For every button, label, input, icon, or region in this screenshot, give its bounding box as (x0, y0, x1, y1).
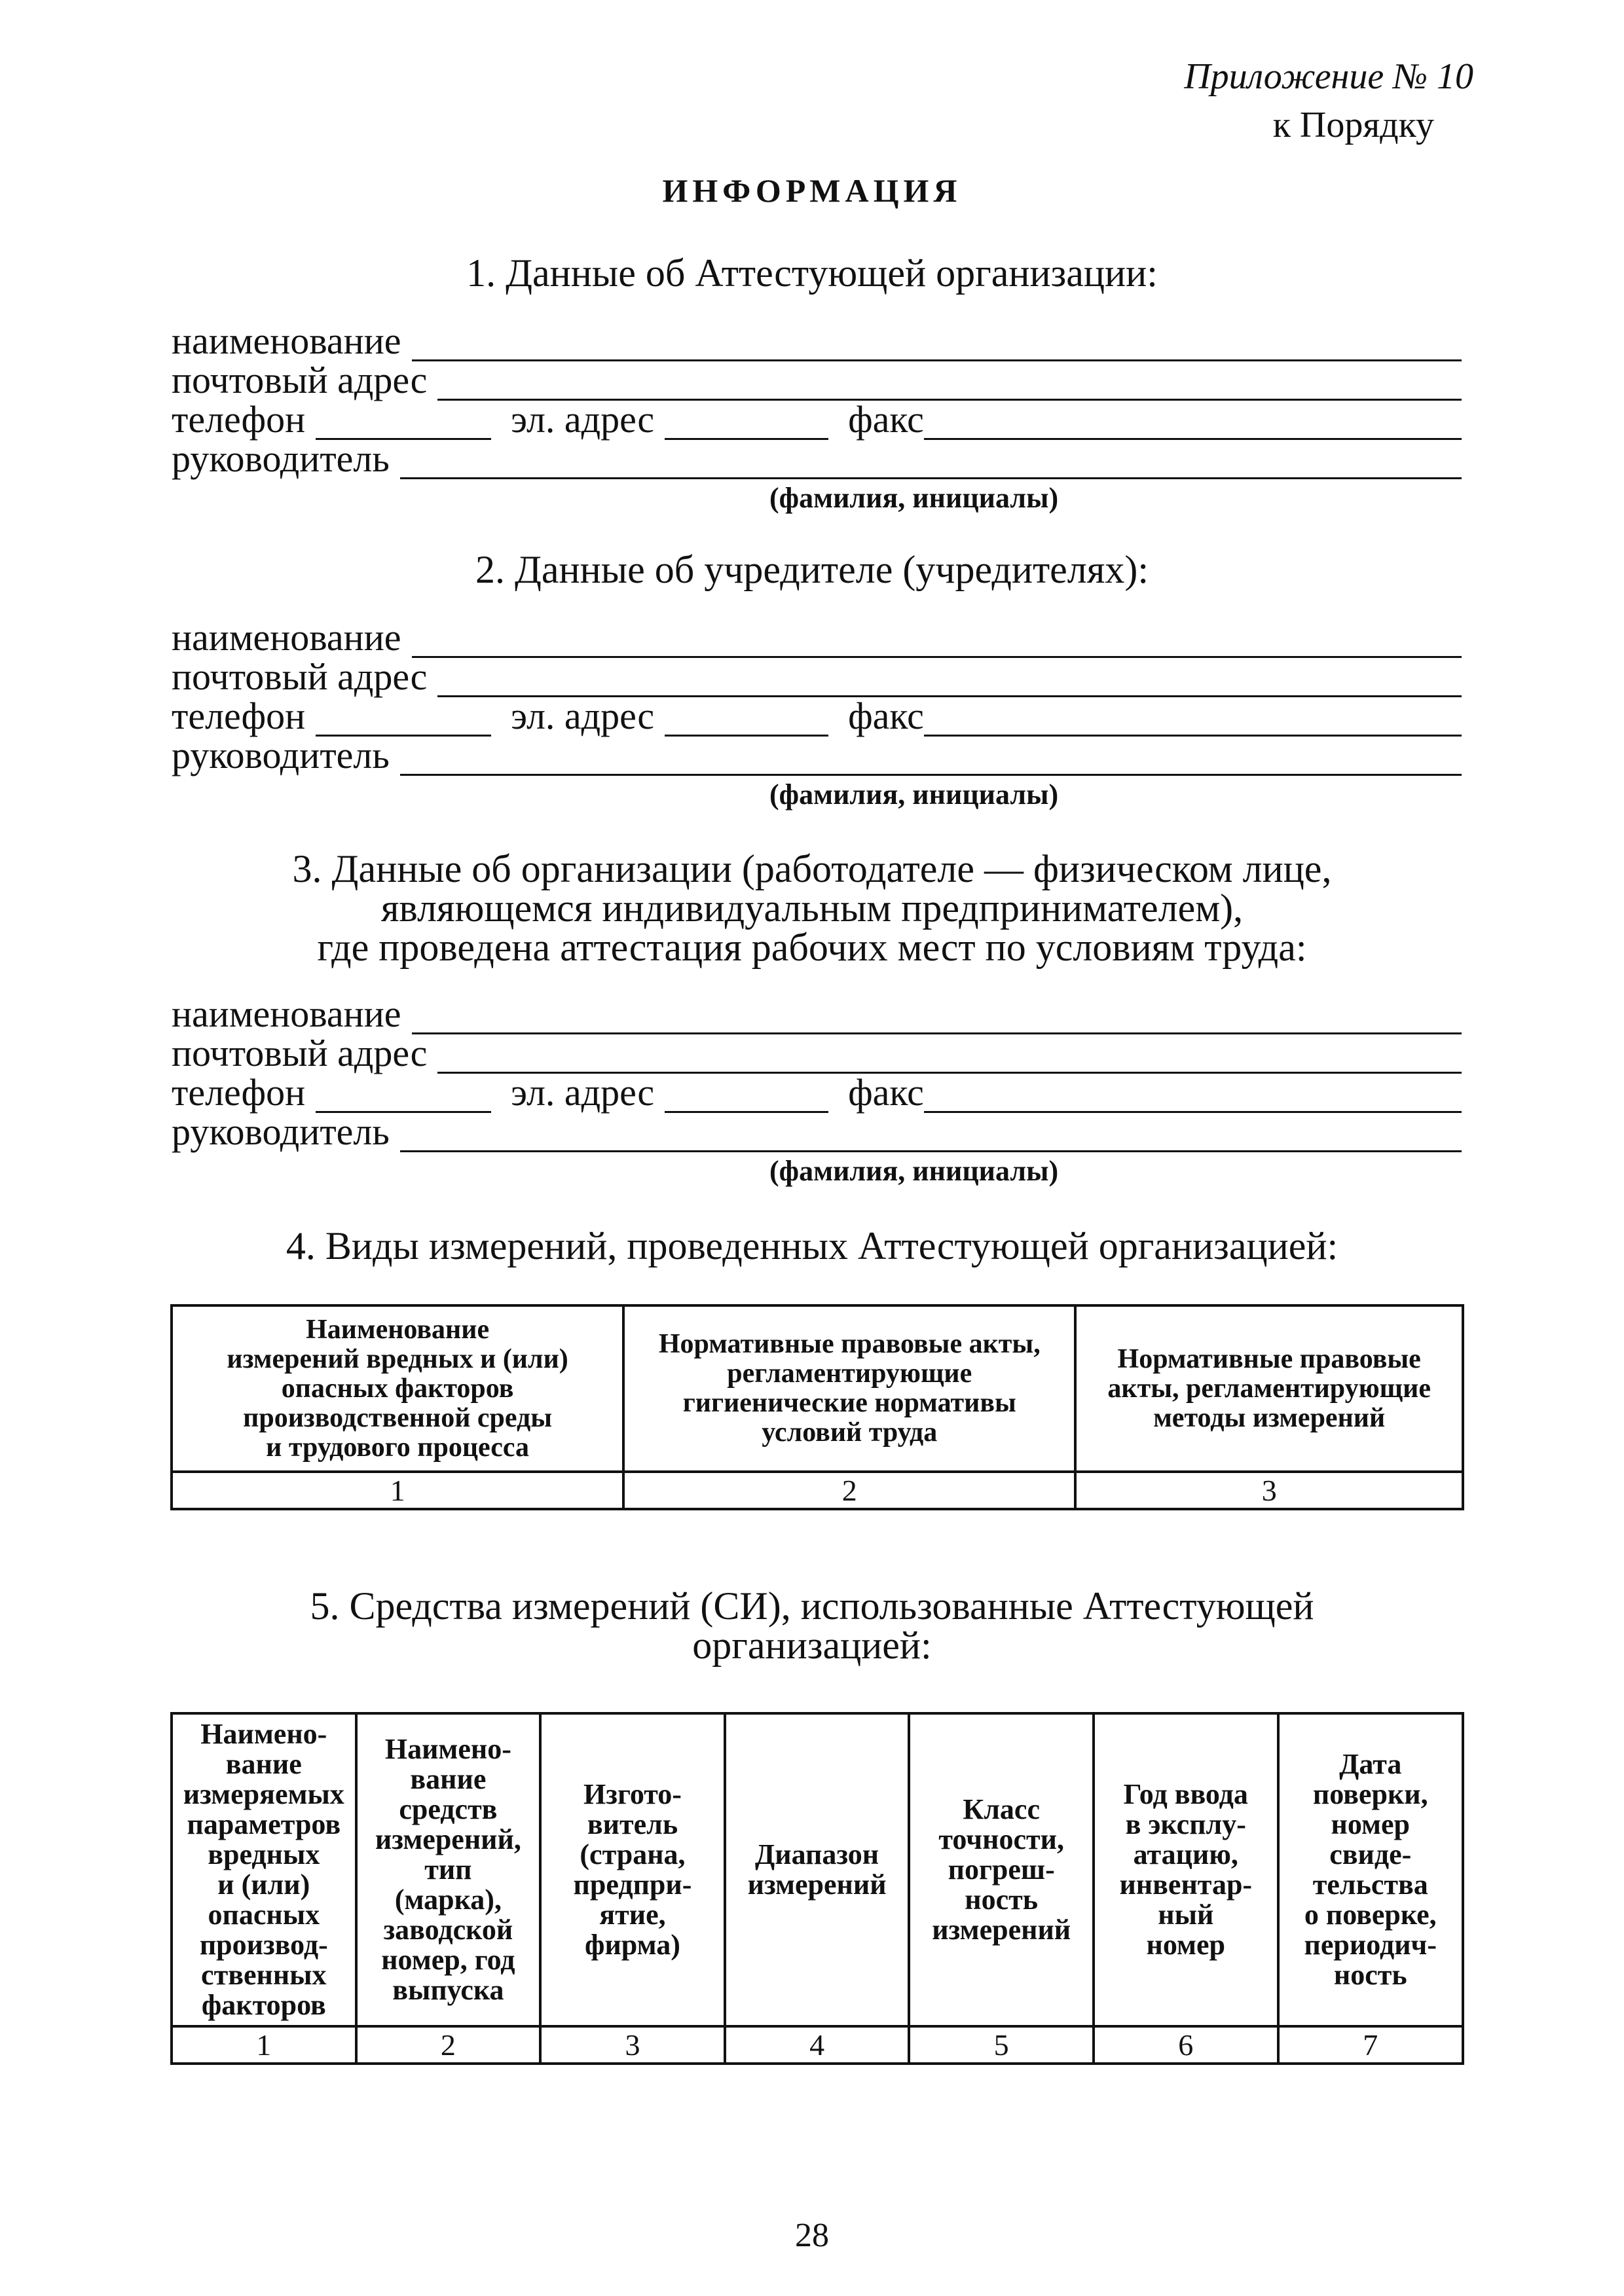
section-3-title-line-2: являющемся индивидуальным предпринимателем), (380, 886, 1244, 930)
email-label: эл. адрес (511, 398, 655, 441)
postal-row (172, 1033, 1462, 1074)
section-3-title-line-1: 3. Данные об организации (работодателе — физическом лице, (292, 847, 1332, 890)
email-blank-line[interactable] (665, 1080, 828, 1113)
contact-row (172, 399, 1462, 440)
table-number-row (172, 2026, 1463, 2064)
name-initials-hint: (фамилия, инициалы) (769, 482, 1059, 514)
postal-row (172, 360, 1462, 401)
postal-blank-line[interactable] (437, 1040, 1462, 1074)
section-5-title-line-2: организацией: (692, 1624, 932, 1667)
email-label: эл. адрес (511, 1071, 655, 1114)
measurement-types-table (170, 1304, 1464, 1510)
name-row (172, 617, 1462, 658)
table-header-cell: Класс точности, погреш- ность измерений (909, 1713, 1094, 2026)
column-number-cell: 6 (1094, 2026, 1278, 2064)
phone-blank-line[interactable] (316, 1080, 491, 1113)
head-row (172, 735, 1462, 776)
name-initials-hint: (фамилия, инициалы) (769, 778, 1059, 811)
postal-label: почтовый адрес (172, 655, 428, 698)
section-3-title-line-3: где проведена аттестация рабочих мест по условиям труда: (317, 926, 1307, 969)
table-header-row (172, 1305, 1463, 1472)
postal-blank-line[interactable] (437, 367, 1462, 401)
phone-label: телефон (172, 1071, 306, 1114)
document-title: ИНФОРМАЦИЯ (662, 172, 962, 209)
table-number-row (172, 1472, 1463, 1509)
column-number-cell: 5 (909, 2026, 1094, 2064)
contact-row (172, 1072, 1462, 1113)
fax-blank-line[interactable] (924, 1080, 1462, 1113)
name-blank-line[interactable] (412, 328, 1462, 361)
column-number-cell: 7 (1278, 2026, 1463, 2064)
measuring-instruments-table (170, 1712, 1464, 2065)
table-header-cell: Нормативные правовые акты, регламентирующие гигиенические нормативы условий труда (623, 1305, 1075, 1472)
column-number-cell: 1 (172, 2026, 356, 2064)
column-number-cell: 2 (623, 1472, 1075, 1509)
appendix-label (1184, 52, 1473, 149)
name-row (172, 321, 1462, 361)
table-header-cell: Наименование измерений вредных и (или) опасных факторов производственной среды и трудового процесса (172, 1305, 623, 1472)
fax-blank-line[interactable] (924, 407, 1462, 440)
head-label: руководитель (172, 734, 390, 776)
table-header-row (172, 1713, 1463, 2026)
name-row (172, 994, 1462, 1034)
email-blank-line[interactable] (665, 407, 828, 440)
phone-label: телефон (172, 695, 306, 737)
column-number-cell: 1 (172, 1472, 623, 1509)
name-label: наименование (172, 319, 401, 362)
postal-label: почтовый адрес (172, 359, 428, 401)
appendix-number: Приложение № 10 (1184, 56, 1473, 97)
phone-label: телефон (172, 398, 306, 441)
section-4-title: 4. Виды измерений, проведенных Аттестующей организацией: (286, 1224, 1338, 1267)
table-header-cell: Год ввода в эксплу- атацию, инвентар- ный номер (1094, 1713, 1278, 2026)
name-blank-line[interactable] (412, 625, 1462, 658)
fax-label: факс (848, 398, 924, 441)
head-label: руководитель (172, 437, 390, 480)
column-number-cell: 3 (540, 2026, 725, 2064)
name-label: наименование (172, 993, 401, 1035)
email-label: эл. адрес (511, 695, 655, 737)
name-blank-line[interactable] (412, 1001, 1462, 1034)
head-blank-line[interactable] (400, 742, 1462, 776)
table-header-cell: Диапазон измерений (725, 1713, 910, 2026)
fax-blank-line[interactable] (924, 703, 1462, 737)
section-1-title: 1. Данные об Аттестующей организации: (466, 251, 1158, 295)
table-header-cell: Изгото- витель (страна, предпри- ятие, фирма) (540, 1713, 725, 2026)
page-number: 28 (795, 2217, 829, 2254)
head-label: руководитель (172, 1110, 390, 1153)
fax-label: факс (848, 1071, 924, 1114)
column-number-cell: 3 (1075, 1472, 1463, 1509)
postal-label: почтовый адрес (172, 1032, 428, 1074)
section-5-title-line-1: 5. Средства измерений (СИ), использованные Аттестующей (310, 1584, 1314, 1628)
appendix-reference: к Порядку (1272, 105, 1434, 145)
column-number-cell: 2 (356, 2026, 541, 2064)
column-number-cell: 4 (725, 2026, 910, 2064)
table-header-cell: Наимено- вание средств измерений, тип (марка), заводской номер, год выпуска (356, 1713, 541, 2026)
head-blank-line[interactable] (400, 446, 1462, 479)
table-header-cell: Нормативные правовые акты, регламентирующие методы измерений (1075, 1305, 1463, 1472)
phone-blank-line[interactable] (316, 703, 491, 737)
fax-label: факс (848, 695, 924, 737)
postal-blank-line[interactable] (437, 664, 1462, 697)
head-blank-line[interactable] (400, 1119, 1462, 1152)
table-header-cell: Дата поверки, номер свиде- тельства о поверке, периодич- ность (1278, 1713, 1463, 2026)
table-header-cell: Наимено- вание измеряемых параметров вредных и (или) опасных производ- ственных факторов (172, 1713, 356, 2026)
postal-row (172, 657, 1462, 697)
phone-blank-line[interactable] (316, 407, 491, 440)
head-row (172, 1112, 1462, 1152)
name-label: наименование (172, 616, 401, 659)
section-2-title: 2. Данные об учредителе (учредителях): (475, 548, 1149, 591)
name-initials-hint: (фамилия, инициалы) (769, 1155, 1059, 1187)
head-row (172, 439, 1462, 479)
contact-row (172, 696, 1462, 737)
email-blank-line[interactable] (665, 703, 828, 737)
